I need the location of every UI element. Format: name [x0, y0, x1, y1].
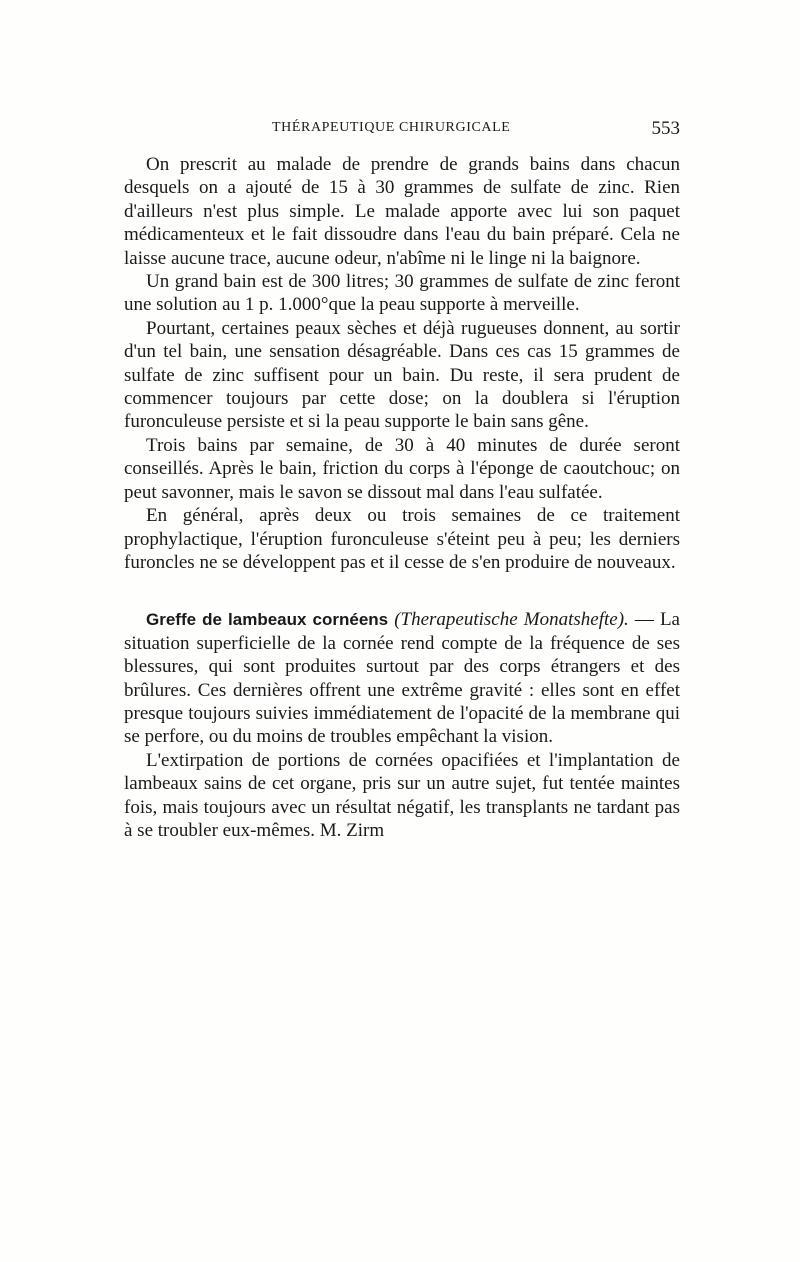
article-title: Greffe de lambeaux cornéens [146, 610, 389, 630]
page-number: 553 [651, 118, 680, 139]
article-intro-paragraph [124, 608, 680, 748]
article-source: (Therapeutische Monatshefte). [394, 609, 629, 631]
paragraph-bath-volume: Un grand bain est de 300 litres; 30 grammes de sulfate de zinc feront une solution au 1 p. 1.000°que la peau supporte à merveille. [124, 271, 680, 316]
paragraph-dry-skin: Pourtant, certaines peaux sèches et déjà rugueuses donnent, au sortir d'un tel bain, une sensation désagréable. Dans ces cas 15 grammes de sulfate de zinc suffisent pour un bain. Du reste, il sera prudent de commencer toujours par cette dose; on la doublera si l'éruption furonculeuse persiste et si la peau supporte le bain sans gêne. [124, 317, 680, 433]
paragraph-results: En général, après deux ou trois semaines de ce traitement prophylactique, l'éruption furonculeuse s'éteint peu à peu; les derniers furoncles ne se développent pas et il cesse de s'en produire de nouveaux. [124, 505, 680, 573]
paragraph-frequency: Trois bains par semaine, de 30 à 40 minutes de durée seront conseillés. Après le bain, friction du corps à l'éponge de caoutchouc; on peut savonner, mais le savon se dissout mal dans l'eau sulfatée. [124, 434, 680, 503]
article-paragraph-transplants: L'extirpation de portions de cornées opacifiées et l'implantation de lambeaux sains de cet organe, pris sur un autre sujet, fut tentée maintes fois, mais toujours avec un résultat négatif, les transplants ne tardant pas à se troubler eux-mêmes. M. Zirm [124, 749, 680, 841]
article-intro-text: La situation superficielle de la cornée rend compte de la fréquence de ses blessures, qui sont produites surtout par des corps étrangers et des brûlures. Ces dernières offrent une extrême gravité : elles sont en effet presque toujours suivies immédiatement de l'opacité de la membrane qui se perfore, ou du moins de troubles empêchant la vision. [124, 609, 680, 748]
title-dash: — [628, 609, 660, 631]
page-header [124, 120, 680, 144]
paragraph-zinc-baths: On prescrit au malade de prendre de grands bains dans chacun desquels on a ajouté de 15 à 30 grammes de sulfate de zinc. Rien d'ailleurs n'est plus simple. Le malade apporte avec lui son paquet médicamenteux et le fait dissoudre dans l'eau du bain préparé. Cela ne laisse aucune trace, aucune odeur, n'abîme ni le linge ni la baignore. [124, 154, 680, 269]
body-text [124, 153, 680, 842]
running-title: THÉRAPEUTIQUE CHIRURGICALE [272, 120, 511, 135]
section-spacer [124, 574, 680, 608]
